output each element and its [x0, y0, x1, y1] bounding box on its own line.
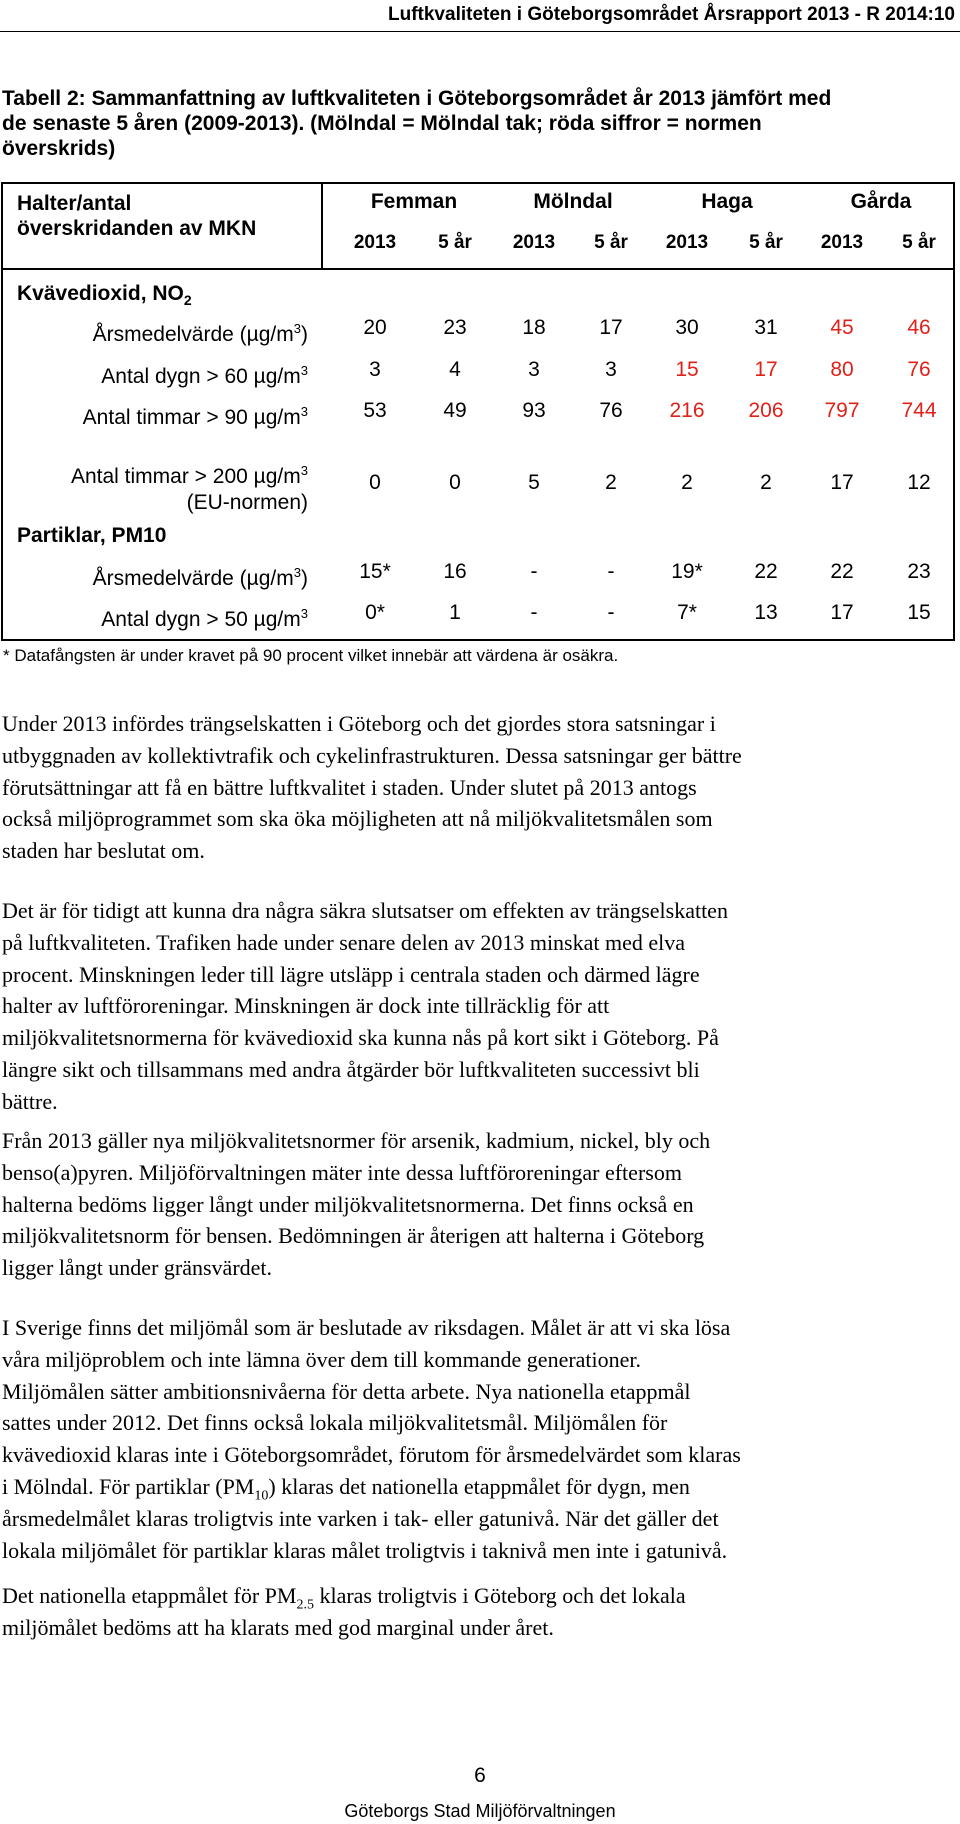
paragraph-line: kvävedioxid klaras inte i Göteborgsområdet, förutom för årsmedelvärdet som klaras: [2, 1442, 741, 1468]
paragraph-line: Miljömålen sätter ambitionsnivåerna för detta arbete. Nya nationella etappmål: [2, 1378, 691, 1404]
text-run: i Mölndal. För partiklar (PM: [2, 1473, 255, 1499]
paragraph-line: sattes under 2012. Det finns också lokala miljökvalitetsmål. Miljömålen för: [2, 1410, 668, 1436]
table-cell: 16: [443, 560, 467, 583]
row-label-text: Antal dygn > 60 µg/m: [101, 365, 301, 388]
table-cell: 80: [830, 358, 854, 381]
table-cell: 12: [907, 471, 931, 494]
page-footer: Göteborgs Stad Miljöförvaltningen: [344, 1801, 616, 1821]
table-cell: 17: [599, 316, 623, 339]
table-cell: -: [530, 601, 538, 624]
paragraph-line: Från 2013 gäller nya miljökvalitetsnormer för arsenik, kadmium, nickel, bly och: [2, 1128, 711, 1153]
unit-superscript: 3: [300, 606, 308, 621]
table-cell: 53: [363, 399, 387, 422]
paragraph-line: miljökvalitetsnorm för bensen. Bedömningen är återigen att halterna i Göteborg: [2, 1223, 705, 1249]
subscript: 10: [254, 1488, 269, 1504]
period-header: 2013: [820, 232, 864, 253]
paragraph-line: [2, 1471, 952, 1503]
period-header: 5 år: [594, 232, 628, 253]
row-label-text: Antal timmar > 90 µg/m: [82, 406, 301, 429]
table-cell: 23: [907, 560, 931, 583]
paragraph-line: lokala miljömålet för partiklar klaras målet troligtvis i taknivå men inte i gatunivå.: [2, 1537, 728, 1563]
station-header: Gårda: [850, 190, 912, 213]
row-label-note: (EU-normen): [186, 491, 308, 514]
table-cell: 93: [522, 399, 546, 422]
table-cell: 7*: [677, 601, 697, 624]
station-header: Haga: [701, 190, 753, 213]
paragraph-line: ligger långt under gränsvärdet.: [2, 1255, 273, 1281]
paragraph: [2, 708, 952, 867]
paragraph: [2, 895, 952, 1118]
unit-superscript: 3: [300, 363, 308, 378]
unit-superscript: 3: [300, 404, 308, 419]
row-label-text: Årsmedelvärde (µg/m: [92, 567, 294, 590]
paragraph-line: bättre.: [2, 1088, 58, 1114]
row-label-text: Antal timmar > 200 µg/m: [70, 465, 301, 488]
text-run: Det nationella etappmålet för PM: [2, 1583, 297, 1608]
table-footnote: * Datafångsten är under kravet på 90 procent vilket innebär att värdena är osäkra.: [3, 646, 619, 665]
paragraph-line: I Sverige finns det miljömål som är beslutade av riksdagen. Målet är att vi ska lösa: [2, 1315, 731, 1340]
table-cell: 18: [522, 316, 546, 339]
paragraph-line: Det är för tidigt att kunna dra några säkra slutsatser om effekten av trängselskatten: [2, 898, 728, 923]
paragraph-line: halterna bedöms ligger långt under miljökvalitetsnormerna. Det finns också en: [2, 1191, 694, 1217]
paragraph: [2, 1312, 952, 1566]
table-cell: 30: [675, 316, 699, 339]
section-no2: Kvävedioxid, $NO_2$: [17, 282, 192, 309]
paragraph-line: förutsättningar att få en bättre luftkvalitet i staden. Under slutet på 2013 antogs: [2, 774, 697, 800]
table-caption: [2, 86, 952, 161]
table-cell: 17: [754, 358, 778, 381]
table-cell: 3: [605, 358, 617, 381]
table-cell: 19*: [671, 560, 703, 583]
period-header: 2013: [512, 232, 556, 253]
section-pm10: Partiklar, PM10: [17, 524, 167, 547]
paragraph-line: utbyggnaden av kollektivtrafik och cykelinfrastrukturen. Dessa satsningar ger bättre: [2, 742, 742, 768]
unit-superscript: 3: [293, 321, 301, 336]
paragraph-line: våra miljöproblem och inte lämna över dem till kommande generationer.: [2, 1346, 642, 1372]
table-cell: 3: [369, 358, 381, 381]
table-cell: 15*: [359, 560, 391, 583]
running-header: Luftkvaliteten i Göteborgsområdet Årsrapport 2013 - R 2014:10: [388, 4, 955, 25]
period-header: 5 år: [438, 232, 472, 253]
table-cell: 2: [605, 471, 617, 494]
paragraph: [2, 1125, 952, 1284]
paragraph-line: på luftkvaliteten. Trafiken hade under senare delen av 2013 minskat med elva: [2, 929, 686, 955]
table-cell: 15: [907, 601, 931, 624]
table-corner-label: överskridanden av MKN: [17, 217, 257, 240]
table-cell: 31: [754, 316, 778, 339]
row-label-line: [93, 316, 308, 348]
unit-superscript: 3: [293, 565, 301, 580]
row-label-line: [93, 560, 308, 592]
table-cell: 206: [748, 399, 784, 422]
row-label: [93, 316, 308, 348]
table-header-rule: [3, 268, 953, 270]
unit-superscript: 3: [300, 463, 308, 478]
table-cell: 20: [363, 316, 387, 339]
row-label: [101, 358, 308, 390]
period-header: 5 år: [902, 232, 936, 253]
paragraph-line: längre sikt och tillsammans med andra åtgärder bör luftkvaliteten successivt bli: [2, 1056, 700, 1082]
row-label-text: Årsmedelvärde (µg/m: [92, 323, 294, 346]
table-cell: 22: [754, 560, 778, 583]
table-cell: 17: [830, 471, 854, 494]
row-label-tail: ): [301, 567, 308, 590]
period-header: 5 år: [749, 232, 783, 253]
paragraph-line: [2, 1580, 952, 1612]
table-cell: 0: [449, 471, 461, 494]
table-cell: 49: [443, 399, 467, 422]
table-cell: 13: [754, 601, 778, 624]
station-header: Mölndal: [533, 190, 613, 213]
paragraph-line: miljömålet bedöms att ha klarats med god marginal under året.: [2, 1614, 554, 1640]
table-cell: 0: [369, 471, 381, 494]
caption-line: Tabell 2: Sammanfattning av luftkvaliteten i Göteborgsområdet år 2013 jämfört med: [2, 87, 832, 110]
table-cell: 1: [449, 601, 461, 624]
header-rule: [0, 31, 960, 32]
table-cell: -: [530, 560, 538, 583]
caption-line: de senaste 5 åren (2009-2013). (Mölndal = Mölndal tak; röda siffror = normen: [2, 112, 762, 135]
table-corner-label: Halter/antal: [17, 192, 132, 215]
period-header: 2013: [665, 232, 709, 253]
row-label: [93, 560, 308, 592]
paragraph-line: också miljöprogrammet som ska öka möjligheten att nå miljökvalitetsmålen som: [2, 806, 713, 832]
table-cell: 0*: [365, 601, 385, 624]
table-header-divider: [321, 184, 323, 268]
row-label: [71, 458, 308, 516]
table-cell: 15: [675, 358, 699, 381]
text-run: klaras troligtvis i Göteborg och det lokala: [313, 1583, 686, 1608]
row-label-line: [71, 458, 308, 490]
table-cell: 2: [760, 471, 772, 494]
table-cell: 46: [907, 316, 931, 339]
paragraph: [2, 1580, 952, 1644]
table-cell: 76: [599, 399, 623, 422]
row-label-tail: ): [301, 323, 308, 346]
row-label-line: [101, 358, 308, 390]
table-cell: 23: [443, 316, 467, 339]
table-cell: 45: [830, 316, 854, 339]
table-cell: 4: [449, 358, 461, 381]
table-cell: -: [607, 601, 615, 624]
paragraph-line: årsmedelmålet klaras troligtvis inte varken i tak- eller gatunivå. När det gäller det: [2, 1505, 719, 1531]
row-label: [101, 601, 308, 633]
air-quality-table: [1, 182, 955, 641]
table-cell: -: [607, 560, 615, 583]
table-cell: 22: [830, 560, 854, 583]
row-label: [83, 399, 308, 431]
paragraph-line: halter av luftföroreningar. Minskningen är dock inte tillräcklig för att: [2, 993, 610, 1019]
paragraph-line: procent. Minskningen leder till lägre utsläpp i centrala staden och därmed lägre: [2, 961, 700, 987]
table-cell: 2: [681, 471, 693, 494]
period-header: 2013: [353, 232, 397, 253]
table-cell: 216: [669, 399, 705, 422]
row-label-text: Antal dygn > 50 µg/m: [101, 608, 301, 631]
table-cell: 5: [528, 471, 540, 494]
row-label-line: [83, 399, 308, 431]
paragraph-line: benso(a)pyren. Miljöförvaltningen mäter inte dessa luftföroreningar eftersom: [2, 1159, 682, 1185]
row-label-line: [101, 601, 308, 633]
paragraph-line: Under 2013 infördes trängselskatten i Göteborg och det gjordes stora satsningar i: [2, 711, 716, 736]
table-cell: 76: [907, 358, 931, 381]
text-run: ) klaras det nationella etappmålet för dygn, men: [268, 1473, 690, 1499]
subscript: 2.5: [296, 1597, 314, 1613]
table-cell: 17: [830, 601, 854, 624]
table-cell: 797: [824, 399, 860, 422]
caption-line: överskrids): [2, 137, 116, 160]
page-number: 6: [474, 1764, 486, 1787]
table-cell: 3: [528, 358, 540, 381]
table-cell: 744: [901, 399, 937, 422]
paragraph-line: miljökvalitetsnormerna för kvävedioxid ska kunna nås på kort sikt i Göteborg. På: [2, 1025, 719, 1051]
station-header: Femman: [370, 190, 458, 213]
paragraph-line: staden har beslutat om.: [2, 838, 205, 864]
